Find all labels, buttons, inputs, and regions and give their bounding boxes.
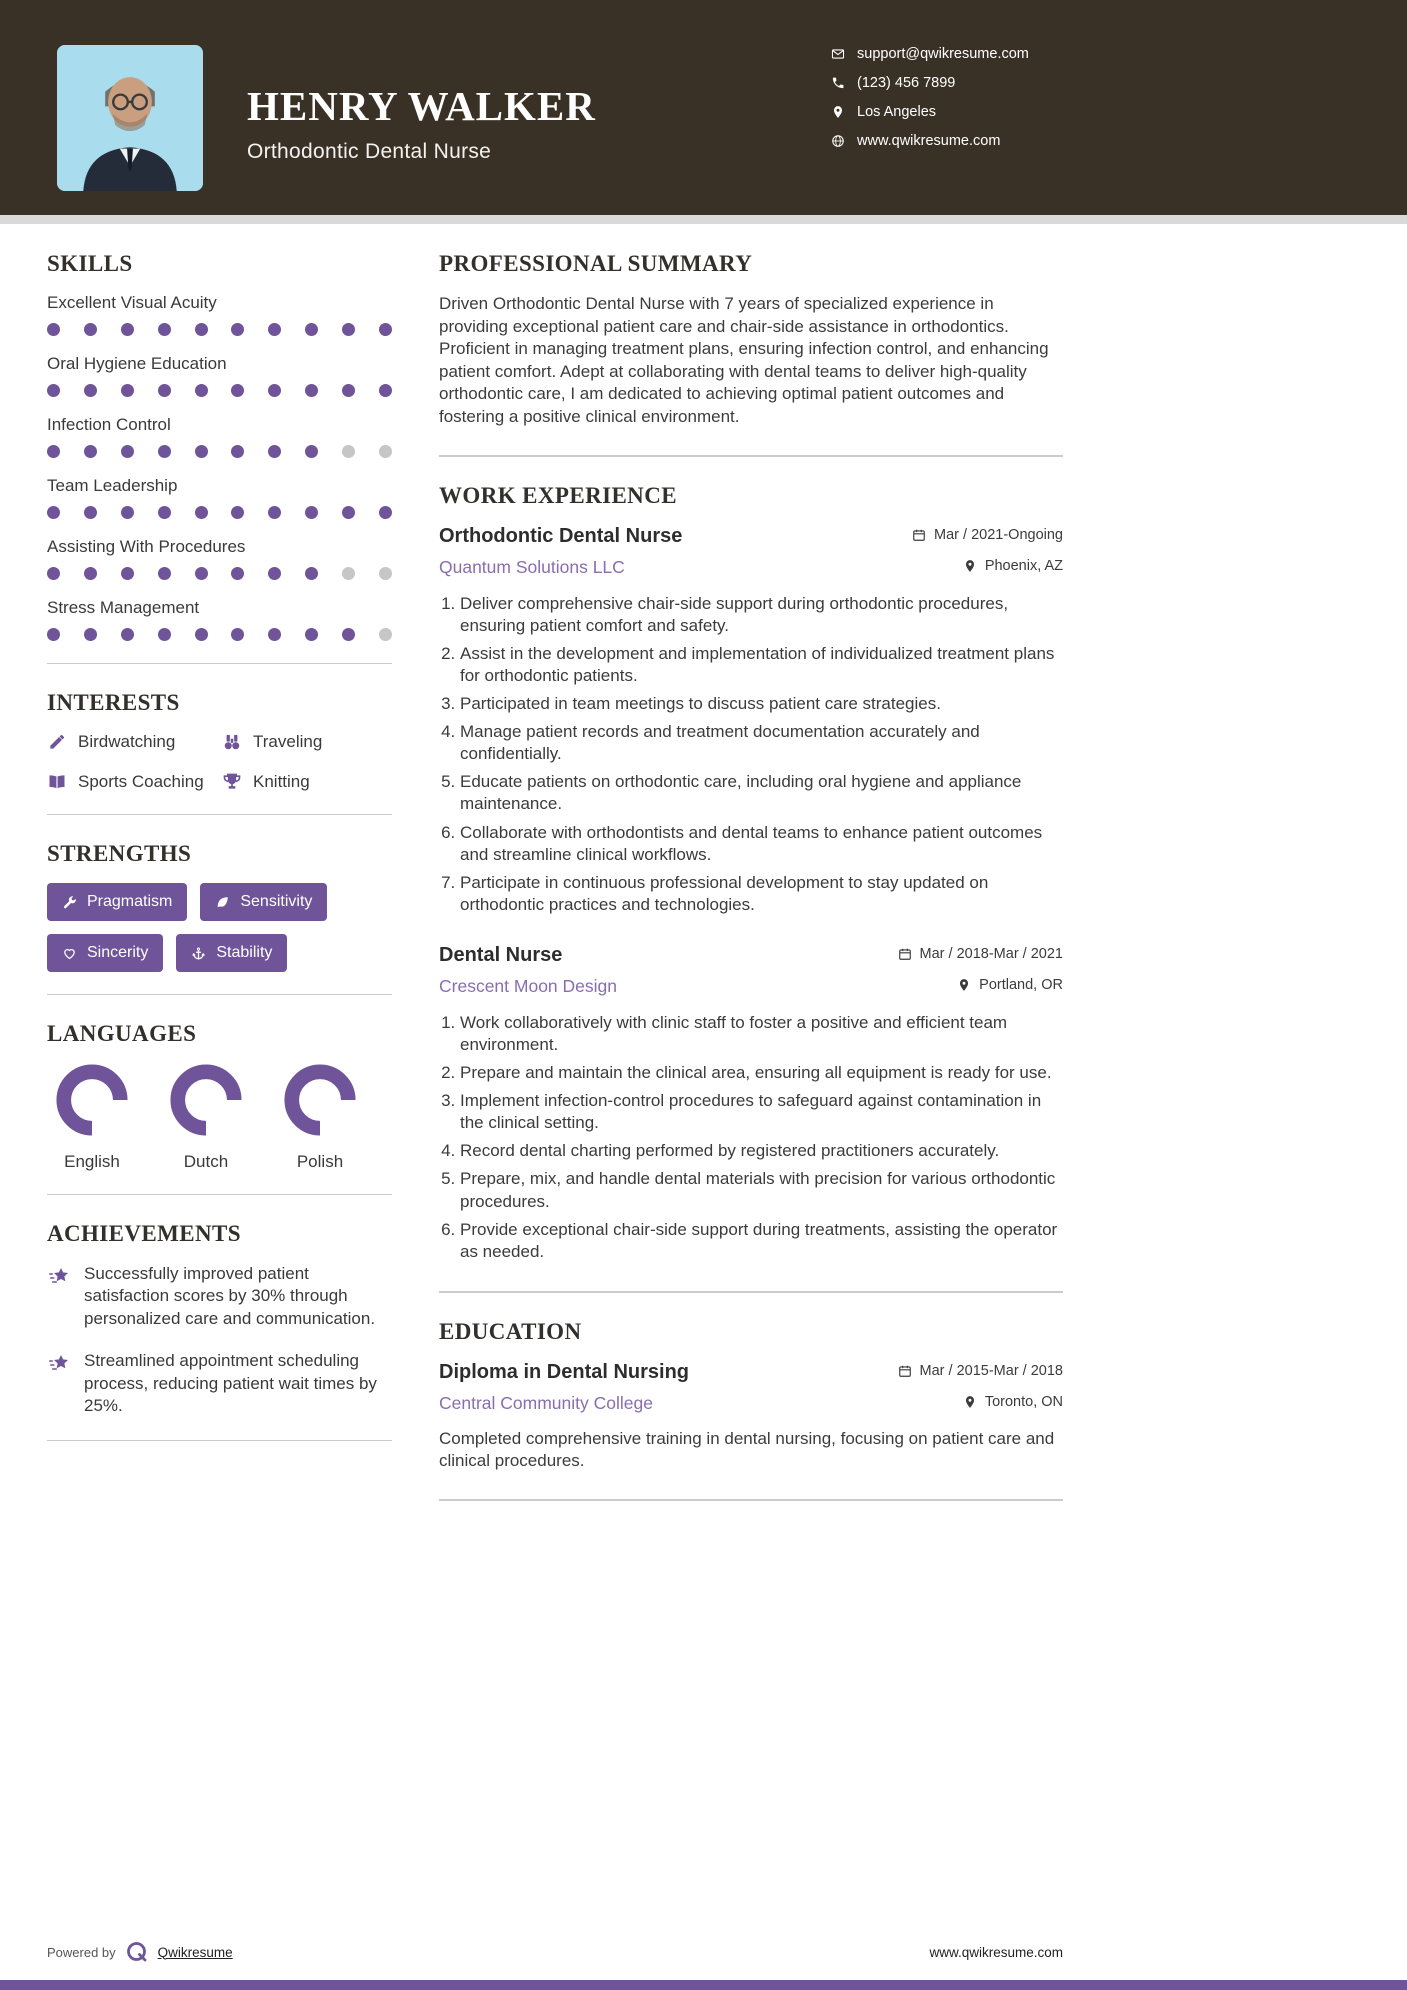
summary-section [439,251,1063,429]
interests-section [47,690,392,792]
rating-dot-filled [268,445,281,458]
skill-rating-dots [47,323,392,336]
rating-dot-filled [84,384,97,397]
rating-dot-filled [121,506,134,519]
contact-phone[interactable] [831,75,1029,91]
skill-item [47,293,392,336]
book-icon [47,772,67,792]
pin-icon [963,559,977,573]
rating-dot-filled [305,628,318,641]
achievements-section [47,1221,392,1418]
rating-dot-filled [305,506,318,519]
rating-dot-filled [268,384,281,397]
rating-dot-filled [231,445,244,458]
education-heading: EDUCATION [439,1318,582,1344]
rating-dot-filled [268,506,281,519]
skill-label: Assisting With Procedures [47,537,246,556]
language-item [283,1063,357,1172]
rating-dot-filled [195,628,208,641]
contact-phone-text: (123) 456 7899 [857,75,956,91]
rating-dot-filled [268,628,281,641]
rating-dot-filled [342,323,355,336]
job-duty: 5. Prepare, mix, and handle dental materials with precision for various orthodontic procedures. [460,1168,1063,1212]
job-duty: 4. Manage patient records and treatment documentation accurately and confidentially. [460,721,1063,765]
achievement-text: Streamlined appointment scheduling process, reducing patient wait times by 25%. [84,1351,377,1416]
interests-heading: INTERESTS [47,690,180,715]
work-heading: WORK EXPERIENCE [439,482,677,508]
achievement-item [47,1263,392,1330]
rating-dot-filled [379,506,392,519]
summary-heading: PROFESSIONAL SUMMARY [439,251,753,276]
summary-text: Driven Orthodontic Dental Nurse with 7 years of specialized experience in providing exceptional patient care and chair-side assistance in orthodontics. Proficient in managing treatment plans, ensuring infection control, and enhancing patient comfort. Adept at collaborating with dental teams to deliver high-quality orthodontic care, I am dedicated to achieving optimal patient outcomes and fostering a positive clinical environment. [439,294,1049,427]
rating-dot-empty [342,567,355,580]
rating-dot-filled [379,384,392,397]
divider [47,814,392,815]
rating-dot-filled [121,445,134,458]
strength-badge [200,883,327,921]
binoculars-icon [222,732,242,752]
rating-dot-filled [158,628,171,641]
job-title: Dental Nurse [439,943,563,966]
job-company: Crescent Moon Design [439,975,617,996]
powered-by-label: Powered by [47,1944,116,1960]
footer [47,1940,1063,1964]
job-company: Quantum Solutions LLC [439,556,625,577]
rating-dot-filled [121,384,134,397]
language-level-arc [169,1063,243,1137]
rating-dot-empty [379,628,392,641]
rating-dot-filled [158,567,171,580]
strength-label: Pragmatism [87,893,173,910]
pin-icon [963,1395,977,1409]
skill-rating-dots [47,445,392,458]
rating-dot-filled [84,323,97,336]
job-duty: 4. Record dental charting performed by registered practitioners accurately. [460,1140,1063,1162]
interest-label: Traveling [253,732,323,751]
interest-item [222,732,392,752]
rating-dot-filled [231,567,244,580]
rating-dot-filled [342,506,355,519]
rating-dot-filled [342,628,355,641]
rating-dot-filled [47,384,60,397]
job-duties-list [439,1012,1063,1263]
job-title: Orthodontic Dental Nurse [439,524,683,547]
job-duty: 2. Prepare and maintain the clinical area, ensuring all equipment is ready for use. [460,1062,1063,1084]
strength-badge [47,934,163,972]
rating-dot-filled [231,384,244,397]
contact-email[interactable] [831,46,1029,62]
skills-section [47,251,392,641]
job-duty: 2. Assist in the development and implementation of individualized treatment plans for orthodontic patients. [460,643,1063,687]
interest-item [222,772,392,792]
rating-dot-filled [231,628,244,641]
rating-dot-filled [47,506,60,519]
left-column [47,251,392,1527]
job-dates-text: Mar / 2018-Mar / 2021 [919,945,1063,962]
languages-section [47,1021,392,1172]
rating-dot-filled [121,323,134,336]
education-dates-text: Mar / 2015-Mar / 2018 [919,1362,1063,1379]
phone-icon [831,76,845,90]
strengths-section [47,841,392,972]
contact-location [831,104,1029,120]
rating-dot-filled [305,323,318,336]
qwikresume-link[interactable]: Qwikresume [157,1944,233,1960]
leaf-icon [215,895,230,910]
work-experience-section [439,483,1063,1263]
job-duty: 7. Participate in continuous professional development to stay updated on orthodontic practices and technologies. [460,872,1063,916]
skill-label: Stress Management [47,598,200,617]
contact-email-text: support@qwikresume.com [857,46,1029,62]
trophy-icon [222,772,242,792]
location-icon [831,105,845,119]
rating-dot-empty [379,567,392,580]
calendar-icon [898,947,912,961]
rating-dot-empty [342,445,355,458]
divider [47,663,392,664]
rating-dot-filled [84,567,97,580]
identity-block [247,82,596,164]
education-school: Central Community College [439,1392,653,1413]
rating-dot-filled [195,445,208,458]
job-duty: 1. Deliver comprehensive chair-side support during orthodontic procedures, ensuring patient comfort and safety. [460,593,1063,637]
job-duty: 5. Educate patients on orthodontic care, including oral hygiene and appliance maintenance. [460,771,1063,815]
divider [439,455,1063,457]
header-shadow-strip [0,215,1407,224]
heart-icon [62,946,77,961]
skills-heading: SKILLS [47,251,133,276]
rating-dot-filled [84,628,97,641]
language-label: English [64,1152,120,1171]
contact-location-text: Los Angeles [857,104,937,120]
divider [439,1499,1063,1501]
rating-dot-filled [47,567,60,580]
job-dates-text: Mar / 2021-Ongoing [934,526,1063,543]
rating-dot-empty [379,445,392,458]
education-description: Completed comprehensive training in dental nursing, focusing on patient care and clinical procedures. [439,1428,1055,1471]
rating-dot-filled [195,506,208,519]
divider [439,1291,1063,1293]
pencil-icon [47,732,67,752]
qwikresume-logo-icon [125,1940,149,1964]
job-location-text: Phoenix, AZ [984,557,1063,574]
contact-website[interactable] [831,133,1029,149]
calendar-icon [912,528,926,542]
language-item [55,1063,129,1172]
interest-label: Sports Coaching [78,772,204,791]
rating-dot-filled [195,384,208,397]
divider [47,1440,392,1441]
bottom-accent-bar [0,1980,1407,1990]
rating-dot-filled [158,506,171,519]
strengths-heading: STRENGTHS [47,841,192,866]
education-dates [898,1363,1063,1379]
calendar-icon [898,1364,912,1378]
skill-rating-dots [47,628,392,641]
content [47,224,1063,1527]
wrench-icon [62,895,77,910]
skill-rating-dots [47,384,392,397]
language-level-arc [55,1063,129,1137]
job-duty: 6. Provide exceptional chair-side support during treatments, assisting the operator as needed. [460,1219,1063,1263]
divider [47,994,392,995]
achievements-heading: ACHIEVEMENTS [47,1221,241,1246]
rating-dot-filled [121,567,134,580]
strength-badge [47,883,187,921]
education-section [439,1319,1063,1473]
rating-dot-filled [158,384,171,397]
footer-website-link[interactable]: www.qwikresume.com [929,1944,1063,1960]
education-location-text: Toronto, ON [984,1393,1063,1410]
job-duty: 1. Work collaboratively with clinic staff to foster a positive and efficient team environment. [460,1012,1063,1056]
skill-item [47,354,392,397]
rating-dot-filled [305,567,318,580]
skill-item [47,537,392,580]
rating-dot-filled [121,628,134,641]
job-location [963,558,1063,574]
rating-dot-filled [195,567,208,580]
achievement-text: Successfully improved patient satisfaction scores by 30% through personalized care and communication. [84,1264,376,1328]
divider [47,1194,392,1195]
strength-label: Sensitivity [240,893,313,910]
strength-label: Stability [216,944,273,961]
skill-label: Infection Control [47,415,171,434]
rating-dot-filled [305,445,318,458]
job-dates [898,946,1063,962]
skill-item [47,598,392,641]
skill-item [47,476,392,519]
interest-item [47,772,222,792]
achievement-item [47,1350,392,1417]
rating-dot-filled [305,384,318,397]
language-label: Dutch [183,1152,229,1171]
contact-list [831,46,1029,149]
right-column [439,251,1063,1527]
rating-dot-filled [47,445,60,458]
education-location [963,1394,1063,1410]
skill-label: Excellent Visual Acuity [47,293,217,312]
skill-rating-dots [47,567,392,580]
rating-dot-filled [231,323,244,336]
shooting-star-icon [47,1265,71,1289]
rating-dot-filled [379,323,392,336]
pin-icon [957,978,971,992]
rating-dot-filled [158,445,171,458]
rating-dot-filled [84,506,97,519]
email-icon [831,47,845,61]
job-duties-list [439,593,1063,916]
job-location-text: Portland, OR [979,976,1063,993]
skill-label: Team Leadership [47,476,178,495]
interest-label: Knitting [253,772,310,791]
profile-photo [57,45,203,191]
rating-dot-filled [158,323,171,336]
job-duty: 3. Implement infection-control procedures to safeguard against contamination in the clinical setting. [460,1090,1063,1134]
education-degree: Diploma in Dental Nursing [439,1360,690,1383]
languages-heading: LANGUAGES [47,1021,197,1046]
language-item [169,1063,243,1172]
job-duty: 3. Participated in team meetings to discuss patient care strategies. [460,693,1063,715]
rating-dot-filled [231,506,244,519]
contact-website-text: www.qwikresume.com [857,133,1001,149]
globe-icon [831,134,845,148]
candidate-title: Orthodontic Dental Nurse [247,140,492,163]
job-location [957,977,1063,993]
skill-item [47,415,392,458]
rating-dot-filled [47,628,60,641]
job-dates [912,527,1063,543]
strength-badge [176,934,287,972]
candidate-name: HENRY WALKER [247,83,596,129]
anchor-icon [191,946,206,961]
skill-label: Oral Hygiene Education [47,354,227,373]
interest-item [47,732,222,752]
job-entry [439,525,1063,916]
language-label: Polish [296,1152,344,1171]
rating-dot-filled [195,323,208,336]
job-entry [439,944,1063,1263]
job-duty: 6. Collaborate with orthodontists and dental teams to enhance patient outcomes and streamline clinical workflows. [460,822,1063,866]
rating-dot-filled [268,323,281,336]
rating-dot-filled [342,384,355,397]
profile-photo-illustration [57,45,203,191]
skill-rating-dots [47,506,392,519]
strength-label: Sincerity [87,944,149,961]
header [0,0,1407,215]
rating-dot-filled [84,445,97,458]
rating-dot-filled [268,567,281,580]
shooting-star-icon [47,1352,71,1376]
rating-dot-filled [47,323,60,336]
language-level-arc [283,1063,357,1137]
interest-label: Birdwatching [78,732,176,751]
